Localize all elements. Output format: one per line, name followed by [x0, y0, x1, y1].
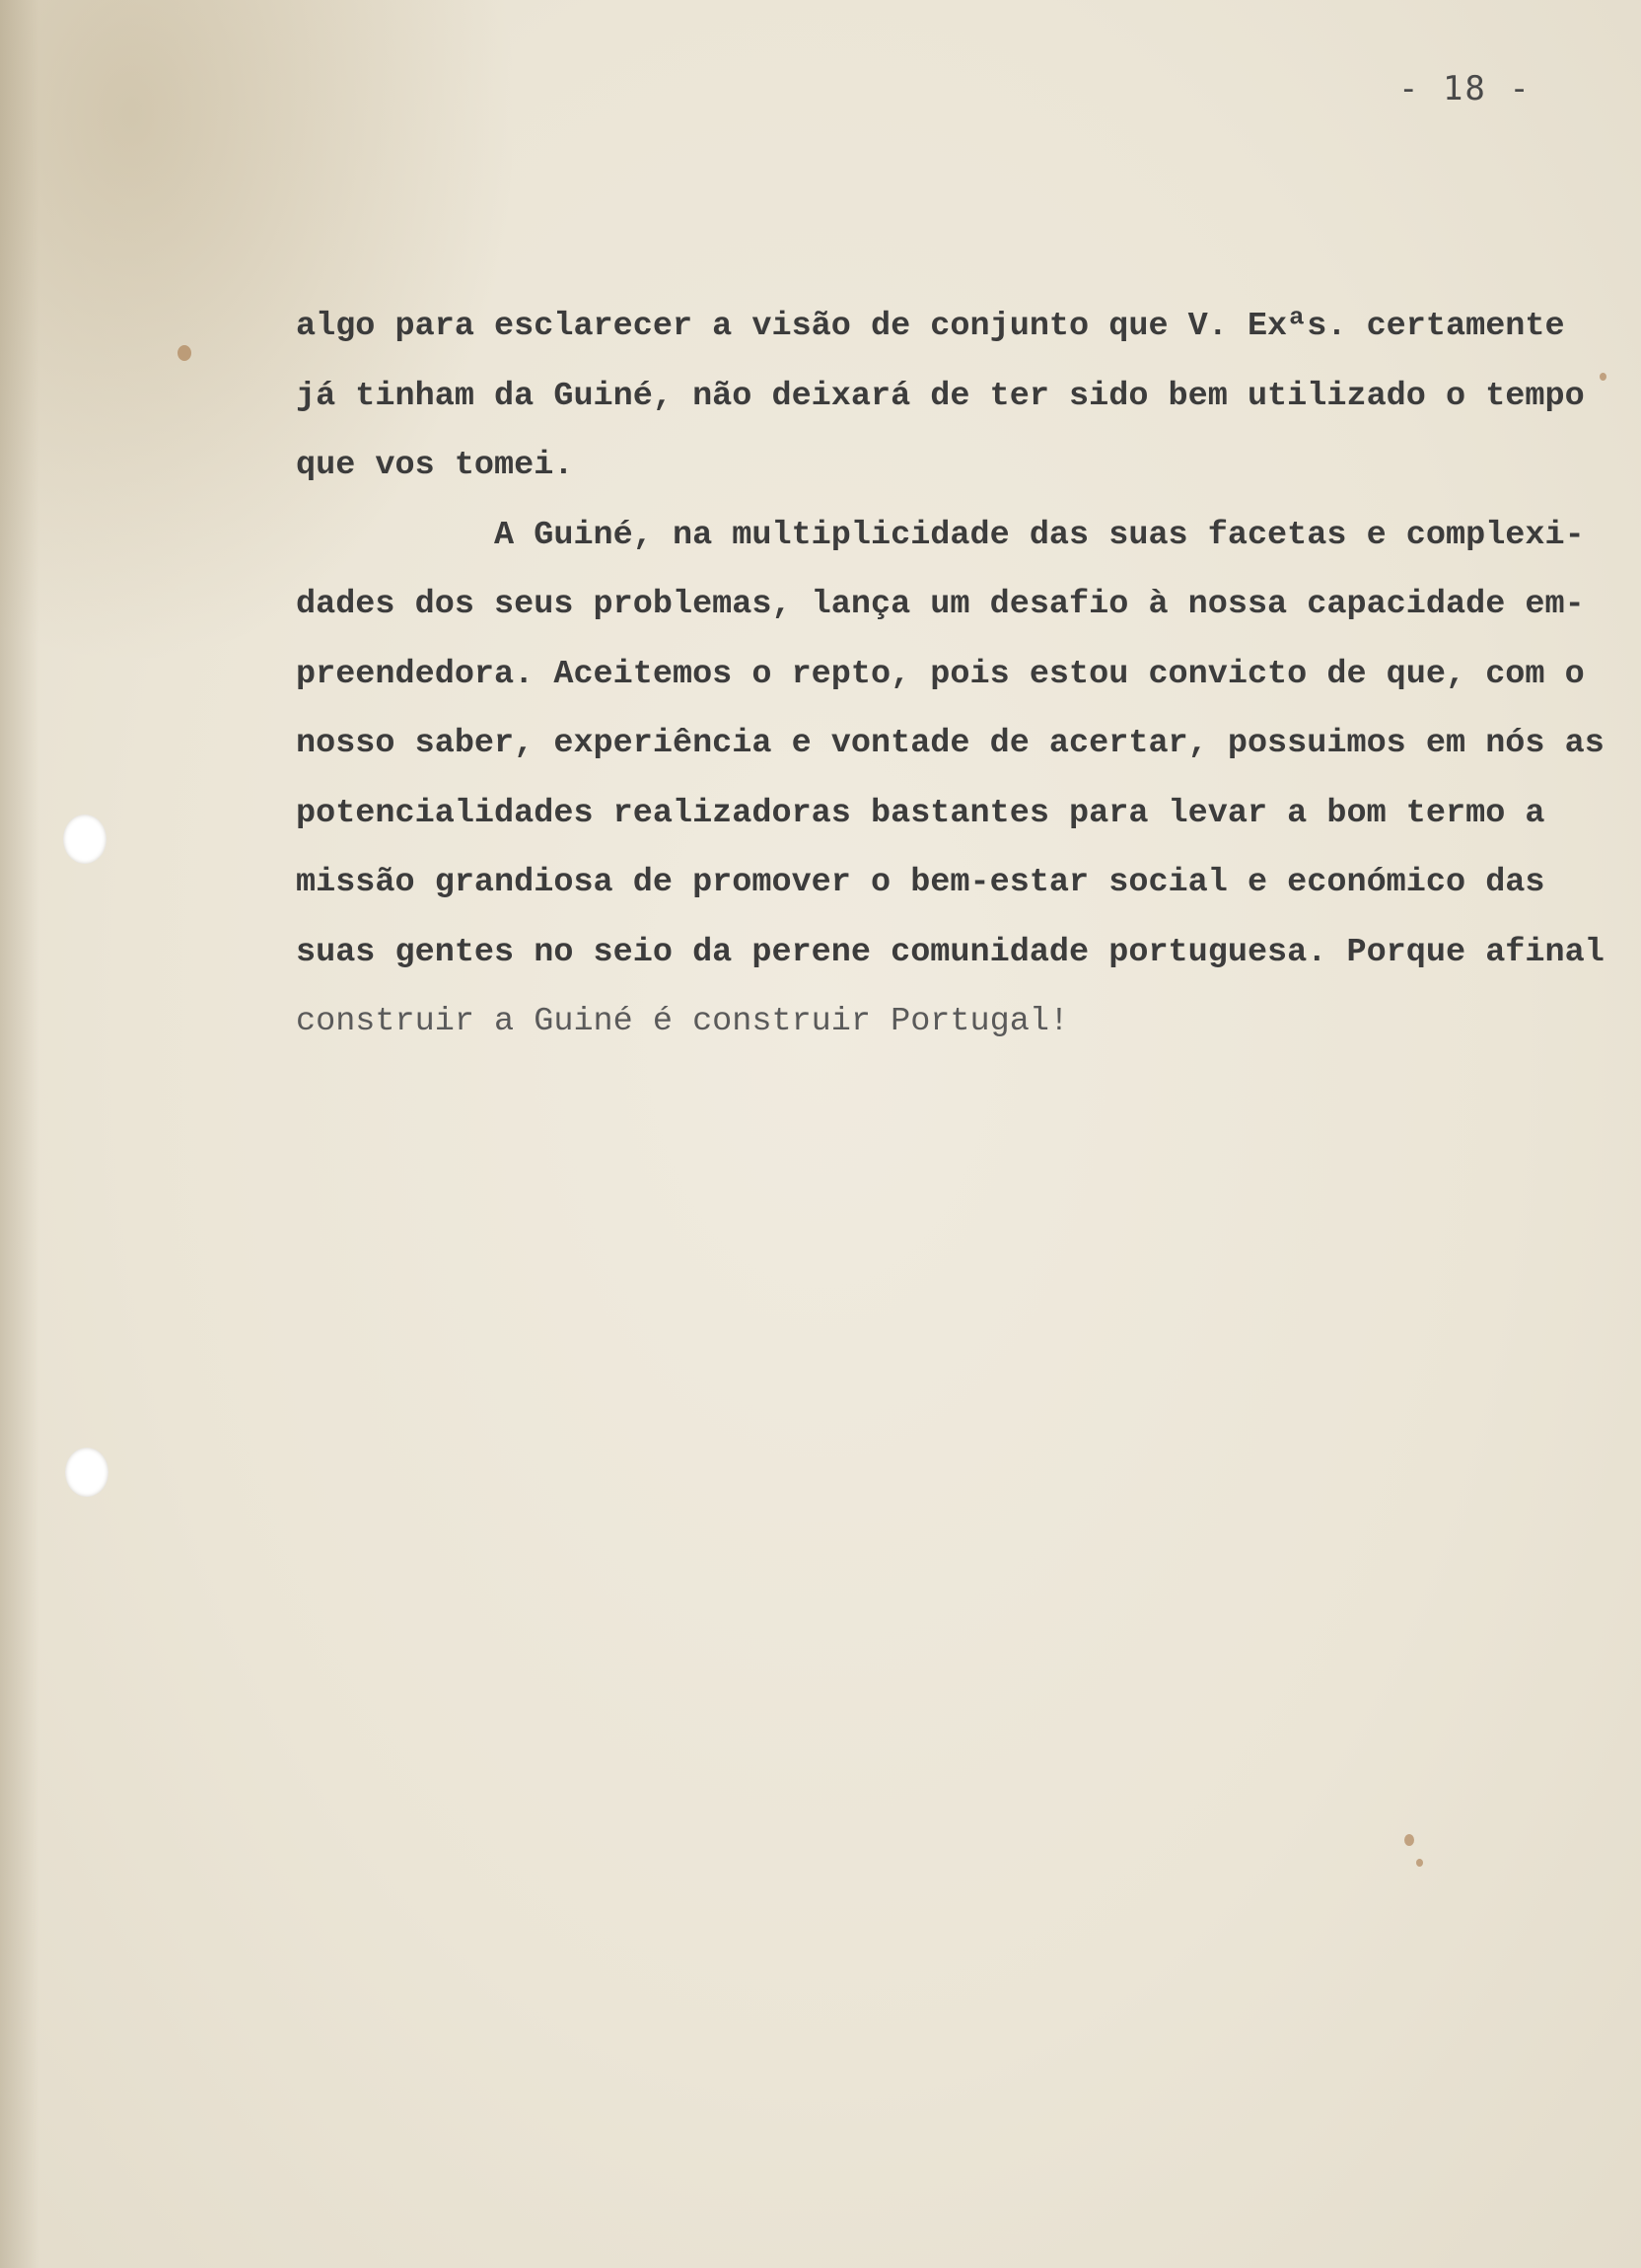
text-line: algo para esclarecer a visão de conjunto que V. Exªs. certamente	[296, 308, 1565, 345]
page-number: - 18 -	[1398, 69, 1532, 108]
body-text	[296, 292, 1605, 1057]
text-line: já tinham da Guiné, não deixará de ter sido bem utilizado o tempo	[296, 377, 1585, 415]
text-line: preendedora. Aceitemos o repto, pois estou convicto de que, com o	[296, 655, 1585, 693]
text-line: nosso saber, experiência e vontade de acertar, possuimos em nós as	[296, 725, 1605, 762]
paper-stain	[1416, 1859, 1423, 1867]
text-line: dades dos seus problemas, lança um desafio à nossa capacidade em-	[296, 586, 1585, 623]
text-line: A Guiné, na multiplicidade das suas facetas e complexi-	[296, 516, 1585, 554]
text-line: que vos tomei.	[296, 447, 574, 484]
punch-hole-top	[63, 815, 107, 864]
text-line: missão grandiosa de promover o bem-estar social e económico das	[296, 864, 1545, 901]
paper-stain	[178, 345, 191, 361]
paragraph-closing-remarks	[296, 292, 1588, 501]
text-line: suas gentes no seio da perene comunidade portuguesa. Porque afinal	[296, 933, 1605, 971]
punch-hole-bottom	[65, 1448, 108, 1497]
paper-stain	[1404, 1834, 1414, 1846]
text-line: construir a Guiné é construir Portugal!	[296, 1003, 1070, 1040]
text-line: potencialidades realizadoras bastantes para levar a bom termo a	[296, 794, 1545, 832]
paragraph-conclusion	[296, 501, 1605, 1057]
paper-stain	[1600, 373, 1606, 381]
